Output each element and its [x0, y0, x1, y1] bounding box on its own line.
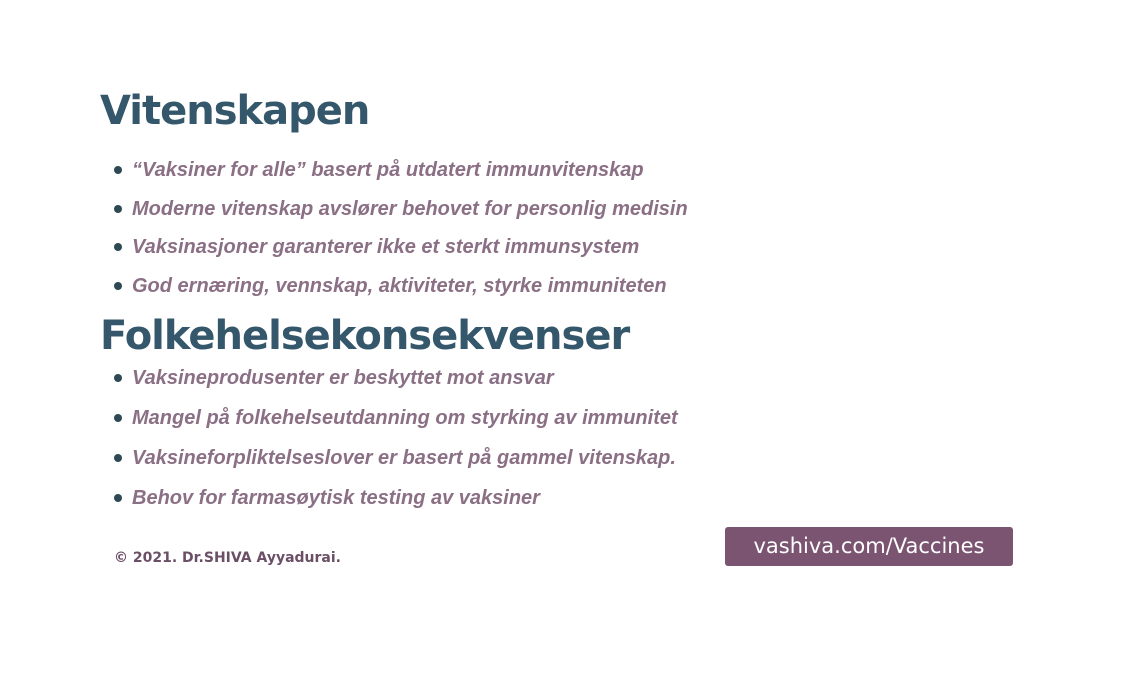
website-url-badge[interactable]: vashiva.com/Vaccines	[725, 527, 1013, 566]
bullet-dot-icon	[114, 282, 122, 290]
section-title-science: Vitenskapen	[100, 88, 370, 134]
bullet-dot-icon	[114, 243, 122, 251]
bullet-dot-icon	[114, 205, 122, 213]
list-item	[112, 446, 678, 486]
list-item-text: God ernæring, vennskap, aktiviteter, styrke immuniteten	[132, 274, 667, 297]
copyright-notice: © 2021. Dr.SHIVA Ayyadurai.	[114, 550, 341, 566]
list-item	[112, 486, 678, 526]
bullet-dot-icon	[114, 454, 122, 462]
bullet-dot-icon	[114, 414, 122, 422]
bullet-dot-icon	[114, 166, 122, 174]
list-item	[112, 235, 688, 274]
list-item	[112, 274, 688, 313]
section-title-public-health: Folkehelsekonsekvenser	[100, 313, 630, 359]
list-item-text: Mangel på folkehelseutdanning om styrking av immunitet	[132, 407, 678, 429]
public-health-bullet-list	[112, 366, 678, 526]
list-item-text: Behov for farmasøytisk testing av vaksiner	[132, 487, 540, 509]
list-item-text: Vaksinasjoner garanterer ikke et sterkt immunsystem	[132, 236, 640, 258]
list-item	[112, 366, 678, 406]
science-bullet-list	[112, 158, 688, 312]
list-item-text: “Vaksiner for alle” basert på utdatert immunvitenskap	[132, 159, 644, 181]
list-item	[112, 158, 688, 197]
list-item-text: Vaksineforpliktelseslover er basert på gammel vitenskap.	[132, 447, 676, 469]
list-item-text: Vaksineprodusenter er beskyttet mot ansvar	[132, 367, 554, 389]
bullet-dot-icon	[114, 374, 122, 382]
list-item-text: Moderne vitenskap avslører behovet for personlig medisin	[132, 197, 688, 220]
bullet-dot-icon	[114, 494, 122, 502]
list-item	[112, 406, 678, 446]
list-item	[112, 197, 688, 236]
